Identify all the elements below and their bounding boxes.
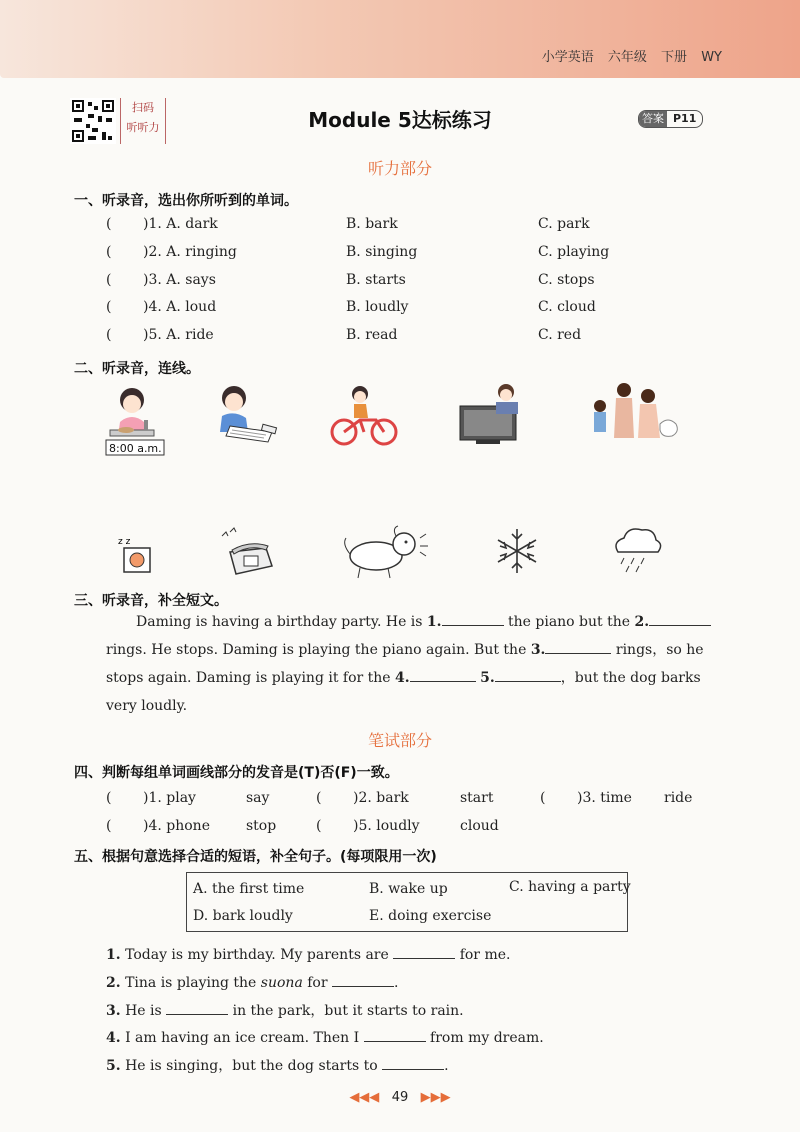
subject-label: 小学英语 xyxy=(541,50,594,65)
header-banner xyxy=(0,0,800,78)
stamp-line-1: 扫码 xyxy=(132,101,154,114)
book-info xyxy=(542,46,722,65)
q3-heading: 三、听录音，补全短文。 xyxy=(74,593,228,609)
answer-label: 答案 xyxy=(639,111,667,127)
girl-eating-icon xyxy=(104,382,166,458)
next-arrows-icon: ▶▶▶ xyxy=(420,1090,451,1105)
q4-row: ( )1. play say ( )2. bark start ( )3. time ride xyxy=(106,790,693,806)
answer-page: P11 xyxy=(673,112,697,125)
q5-sentence: 2. Tina is playing the suona for . xyxy=(106,972,398,991)
family-walking-icon xyxy=(576,380,680,446)
writing-section-title: 笔试部分 xyxy=(367,731,432,750)
q4-heading: 四、判断每组单词画线部分的发音是(T)否(F)一致。 xyxy=(74,765,399,781)
boy-writing-icon xyxy=(212,382,282,446)
option-c: C. having a party xyxy=(509,879,631,895)
q4-row: ( )4. phone stop ( )5. loudly cloud xyxy=(106,818,499,834)
q2-heading: 二、听录音，连线。 xyxy=(74,361,200,377)
q5-sentence: 4. I am having an ice cream. Then I from my dream. xyxy=(106,1027,544,1046)
q5-heading: 五、根据句意选择合适的短语，补全句子。(每项限用一次) xyxy=(74,849,437,865)
answer-tag[interactable] xyxy=(638,110,703,128)
phrase-options-box xyxy=(186,872,631,932)
stamp-line-2: 听听力 xyxy=(126,121,160,134)
q5-sentence: 1. Today is my birthday. My parents are for me. xyxy=(106,944,510,963)
edition-label: WY xyxy=(701,50,722,65)
page-footer xyxy=(0,1090,800,1105)
listening-section-title: 听力部分 xyxy=(367,159,432,178)
page-title: Module 5达标练习 xyxy=(308,108,492,132)
q1-item: ( )4. A. loud B. loudly C. cloud xyxy=(106,299,596,315)
grade-label: 六年级 xyxy=(607,50,647,65)
q1-item: ( )5. A. ride B. read C. red xyxy=(106,327,582,343)
q1-heading: 一、听录音，选出你所听到的单词。 xyxy=(74,193,298,209)
q1-item: ( )3. A. says B. starts C. stops xyxy=(106,272,595,288)
option-a: A. the first time xyxy=(193,881,305,897)
q3-passage: Daming is having a birthday party. He is 1. the piano but the 2. rings. He stops. Daming is playing the piano again. But the 3. rings，so he stops again. Daming is playing it for the 4. 5. ，but the dog barks very loudly. xyxy=(106,608,716,720)
volume-label: 下册 xyxy=(661,50,688,65)
boy-cycling-icon xyxy=(330,384,400,446)
ringing-telephone-icon xyxy=(216,526,278,578)
page-number: 49 xyxy=(391,1090,409,1105)
barking-dog-icon xyxy=(336,520,436,580)
q1-item: ( )2. A. ringing B. singing C. playing xyxy=(106,244,610,260)
option-b: B. wake up xyxy=(369,881,448,897)
snowflake-icon xyxy=(492,526,542,576)
rain-cloud-icon xyxy=(610,524,664,576)
man-watching-tv-icon xyxy=(456,382,528,446)
q1-item: ( )1. A. dark B. bark C. park xyxy=(106,216,590,232)
alarm-clock-icon xyxy=(110,534,156,574)
prev-arrows-icon: ◀◀◀ xyxy=(349,1090,380,1105)
q5-sentence: 5. He is singing，but the dog starts to . xyxy=(106,1055,449,1075)
svg-text:z z: z z xyxy=(118,537,131,547)
option-d: D. bark loudly xyxy=(193,908,293,924)
clock-label: 8:00 a.m. xyxy=(109,442,162,455)
option-e: E. doing exercise xyxy=(369,908,492,924)
q5-sentence: 3. He is in the park，but it starts to rain. xyxy=(106,1000,464,1020)
